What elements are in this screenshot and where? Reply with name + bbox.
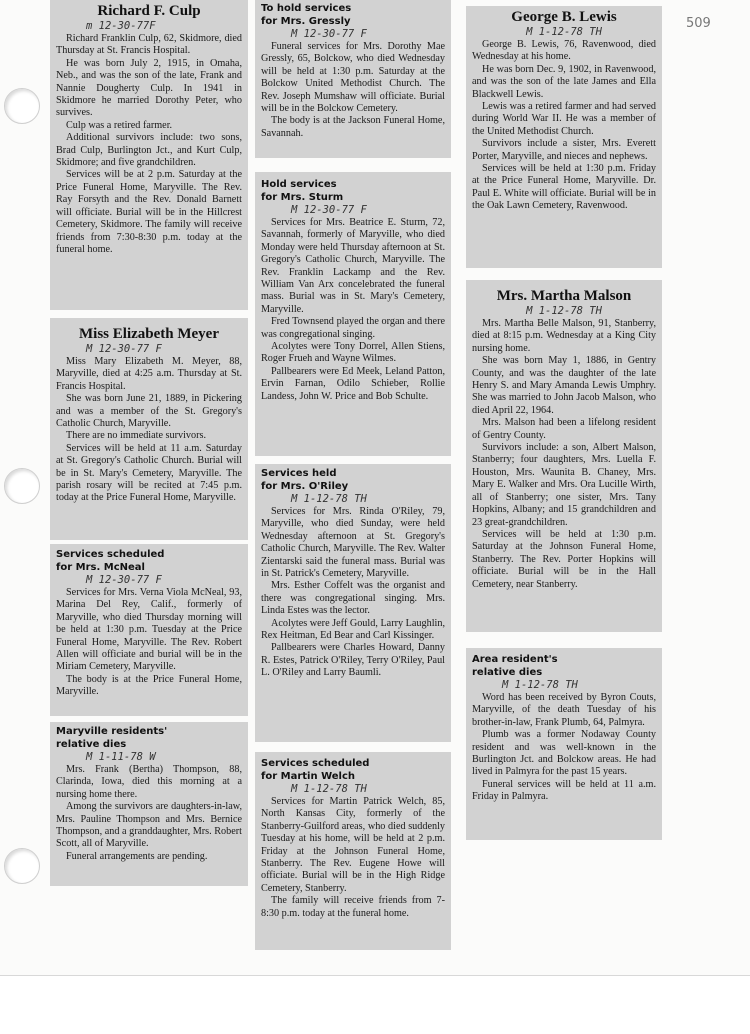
paragraph: Among the survivors are daughters-in-law, Mrs. Pauline Thompson and Mrs. Bernice Thompson, and a granddaughter, Mrs. Robert Scott, all of Maryville.: [56, 801, 242, 850]
headline-line-1: Hold services: [261, 179, 337, 190]
headline-line-2: for Mrs. Sturm: [261, 191, 344, 203]
paragraph: He was born July 2, 1915, in Omaha, Neb., and was the son of the late, Frank and Nannie Dougherty Culp. In 1941 in Skidmore he married Dorothy Peter, who survives.: [56, 57, 242, 119]
paragraph: She was born May 1, 1886, in Gentry County, and was the daughter of the late Henry S. and Mary Amanda Lewis Umphry. She was married to John Jacob Malson, who died April 22, 1964.: [472, 355, 656, 416]
handwritten-date: M 12-30-77 F: [291, 28, 367, 40]
clipping-malson: [466, 280, 662, 632]
paragraph: There are no immediate survivors.: [66, 430, 207, 442]
paragraph: Services will be held at 1:30 p.m. Friday at the Price Funeral Home, Maryville. Dr. Paul E. White will officiate. Burial will be in the Oak Lawn Cemetery, Ravenwood.: [472, 163, 656, 212]
page-bottom-margin: [0, 975, 750, 1034]
headline-line-2: for Mrs. McNeal: [56, 561, 145, 573]
paragraph: Pallbearers were Charles Howard, Danny R. Estes, Patrick O'Riley, Terry O'Riley, Paul L. O'Riley and Larry Baumli.: [261, 642, 445, 679]
clipping-gressly: [255, 0, 451, 158]
page-number: 509: [686, 16, 711, 31]
headline-line-1: Services scheduled: [56, 549, 165, 560]
clipping-plumb: [466, 648, 662, 840]
paragraph: Acolytes were Tony Dorrel, Allen Stiens, Roger Frueh and Wayne Wilmes.: [261, 341, 445, 365]
paragraph: Acolytes were Jeff Gould, Larry Laughlin, Rex Heitman, Ed Bear and Carl Kissinger.: [261, 617, 445, 642]
paragraph: Fred Townsend played the organ and there was congregational singing.: [261, 316, 445, 340]
paragraph: Miss Mary Elizabeth M. Meyer, 88, Maryville, died at 4:25 a.m. Thursday at St. Francis Hospital.: [56, 356, 242, 392]
punch-hole-bottom: [4, 848, 40, 884]
punch-hole-top: [4, 88, 40, 124]
paragraph: Richard Franklin Culp, 62, Skidmore, died Thursday at St. Francis Hospital.: [56, 33, 242, 57]
paragraph: Funeral arrangements are pending.: [66, 850, 208, 862]
headline-line-2: relative dies: [472, 666, 543, 678]
headline-line-1: Maryville residents': [56, 726, 168, 737]
paragraph: Services will be at 2 p.m. Saturday at the Price Funeral Home, Maryville. The Rev. Ray Forsyth and the Rev. Donald Barnett will officiate. Burial will be in the Hillcrest Cemetery, Skidmore. The family will receive friends from 7:30-8:30 p.m. today at the funeral home.: [56, 169, 242, 255]
headline-line-2: for Martin Welch: [261, 770, 356, 782]
clipping-culp: [50, 0, 248, 310]
paragraph: Pallbearers were Ed Meek, Leland Patton, Ervin Farnan, Odilo Schieber, Rollie Landess, John W. Price and Bob Schulte.: [261, 365, 445, 402]
paragraph: Plumb was a former Nodaway County resident and was well-known in the Burlington Jct. and Bolckow areas. He had lived in Palmyra for the past 15 years.: [472, 729, 656, 778]
headline-line-1: Services held: [261, 468, 337, 479]
paragraph: Mrs. Esther Coffelt was the organist and there was congregational singing. Mrs. Linda Estes was the lector.: [261, 580, 445, 617]
headline-line-2: for Mrs. Gressly: [261, 15, 351, 27]
handwritten-date: M 1-12-78 TH: [526, 26, 602, 38]
paragraph: Mrs. Martha Belle Malson, 91, Stanberry, died at 8:15 p.m. Wednesday at a King City nursing home.: [472, 318, 656, 354]
handwritten-date: M 1-11-78 W: [86, 751, 156, 763]
clipping-oriley: [255, 464, 451, 742]
clipping-meyer: [50, 318, 248, 540]
headline-line-1: Services scheduled: [261, 758, 370, 769]
handwritten-date: M 1-12-78 TH: [291, 493, 367, 505]
paragraph: Culp was a retired farmer.: [66, 119, 173, 131]
handwritten-date: M 12-30-77 F: [291, 204, 367, 216]
paragraph: Services will be held at 1:30 p.m. Saturday at the Johnson Funeral Home, Stanberry. The Rev. Porter Hopkins will officiate. Burial will be in the Hall Cemetery, near Stanberry.: [472, 528, 656, 590]
handwritten-date: M 12-30-77 F: [86, 343, 162, 355]
paragraph: Funeral services for Mrs. Dorothy Mae Gressly, 65, Bolckow, who died Wednesday will be held at 1:30 p.m. Saturday at the Bolckow United Methodist Church. The Rev. Joseph Mumshaw will officiate. Burial will be in the Bolckow Cemetery.: [261, 41, 445, 115]
headline: Mrs. Martha Malson: [496, 288, 632, 304]
handwritten-date: M 1-12-78 TH: [291, 783, 367, 795]
handwritten-date: M 1-12-78 TH: [502, 679, 578, 691]
paragraph: Additional survivors include: two sons, Brad Culp, Burlington Jct., and Kurt Culp, Skidmore; and five grandchildren.: [56, 132, 242, 169]
clipping-lewis: [466, 6, 662, 268]
clipping-mcneal: [50, 544, 248, 716]
paragraph: Survivors include: a son, Albert Malson, Stanberry; four daughters, Mrs. Luella F. Houston, Mrs. Waunita B. Chaney, Mrs. Mary E. Walker and Mrs. Ora Lucille Wirth, all of Stanberry; one sister, Mrs. Tany Hopkins, Albany; and 15 grandchildren and 23 great-grandchildren.: [472, 442, 656, 528]
headline-line-1: To hold services: [261, 3, 352, 14]
paragraph: The body is at the Jackson Funeral Home, Savannah.: [261, 115, 445, 139]
clipping-thompson: [50, 722, 248, 886]
punch-hole-middle: [4, 468, 40, 504]
paragraph: Funeral services will be held at 11 a.m. Friday in Palmyra.: [472, 778, 656, 803]
paragraph: Services for Martin Patrick Welch, 85, North Kansas City, formerly of the Stanberry-Guilford areas, who died suddenly Tuesday at his home, will be held at 2 p.m. Friday at the Johnson Funeral Home, Stanberry. The Rev. Eugene Howe will officiate. Burial will be in the High Ridge Cemetery, Stanberry.: [261, 796, 445, 894]
paragraph: George B. Lewis, 76, Ravenwood, died Wednesday at his home.: [472, 39, 656, 63]
clipping-welch: [255, 752, 451, 950]
paragraph: Lewis was a retired farmer and had served during World War II. He was a member of the United Methodist Church.: [472, 101, 656, 137]
paragraph: Mrs. Malson had been a lifelong resident of Gentry County.: [472, 417, 656, 441]
paragraph: The body is at the Price Funeral Home, Maryville.: [56, 673, 242, 698]
paragraph: Services for Mrs. Verna Viola McNeal, 93, Marina Del Rey, Calif., formerly of Maryville, who died Thursday morning will be held at 1:30 p.m. Tuesday at the Price Funeral Home, Maryville. The Rev. Robert Allen will officiate and burial will be in the Miriam Cemetery, Maryville.: [56, 587, 242, 673]
headline: Richard F. Culp: [97, 3, 201, 19]
paragraph: He was born Dec. 9, 1902, in Ravenwood, and was the son of the late James and Ella Blackwell Lewis.: [472, 63, 656, 100]
headline: George B. Lewis: [511, 9, 617, 25]
paragraph: Services for Mrs. Beatrice E. Sturm, 72, Savannah, formerly of Maryville, who died Monday were held Thursday afternoon at St. Gregory's Catholic Church, Maryville. The Rev. Franklin Lackamp and the Rev. William Van Arx concelebrated the funeral mass. Burial was in St. Mary's Cemetery, Maryville.: [261, 217, 445, 315]
headline-line-2: for Mrs. O'Riley: [261, 480, 349, 492]
paragraph: Survivors include a sister, Mrs. Everett Porter, Maryville, and nieces and nephews.: [472, 138, 656, 162]
handwritten-date: m 12-30-77F: [86, 20, 156, 32]
paragraph: The family will receive friends from 7-8:30 p.m. today at the funeral home.: [261, 895, 445, 919]
headline-line-1: Area resident's: [472, 654, 558, 665]
paragraph: Services for Mrs. Rinda O'Riley, 79, Maryville, who died Sunday, were held Wednesday afternoon at St. Gregory's Catholic Church, Maryville. The Rev. Walter Zientarski said the funeral mass. Burial was in St. Patrick's Cemetery, Maryville.: [261, 506, 445, 580]
paragraph: She was born June 21, 1889, in Pickering and was a member of the St. Gregory's Catholic Church, Maryville.: [56, 393, 242, 430]
headline-line-2: relative dies: [56, 738, 127, 750]
handwritten-date: M 12-30-77 F: [86, 574, 162, 586]
paragraph: Word has been received by Byron Couts, Maryville, of the death Tuesday of his brother-in-law, Frank Plumb, 64, Palmyra.: [472, 692, 656, 728]
handwritten-date: M 1-12-78 TH: [526, 305, 602, 317]
clipping-sturm: [255, 172, 451, 456]
paragraph: Services will be held at 11 a.m. Saturday at St. Gregory's Catholic Church. Burial will be in St. Mary's Cemetery, Maryville. The parish rosary will be recited at 7:45 p.m. today at the Price Funeral Home, Maryville.: [56, 442, 242, 504]
headline: Miss Elizabeth Meyer: [79, 326, 219, 342]
paragraph: Mrs. Frank (Bertha) Thompson, 88, Clarinda, Iowa, died this morning at a nursing home there.: [56, 764, 242, 800]
